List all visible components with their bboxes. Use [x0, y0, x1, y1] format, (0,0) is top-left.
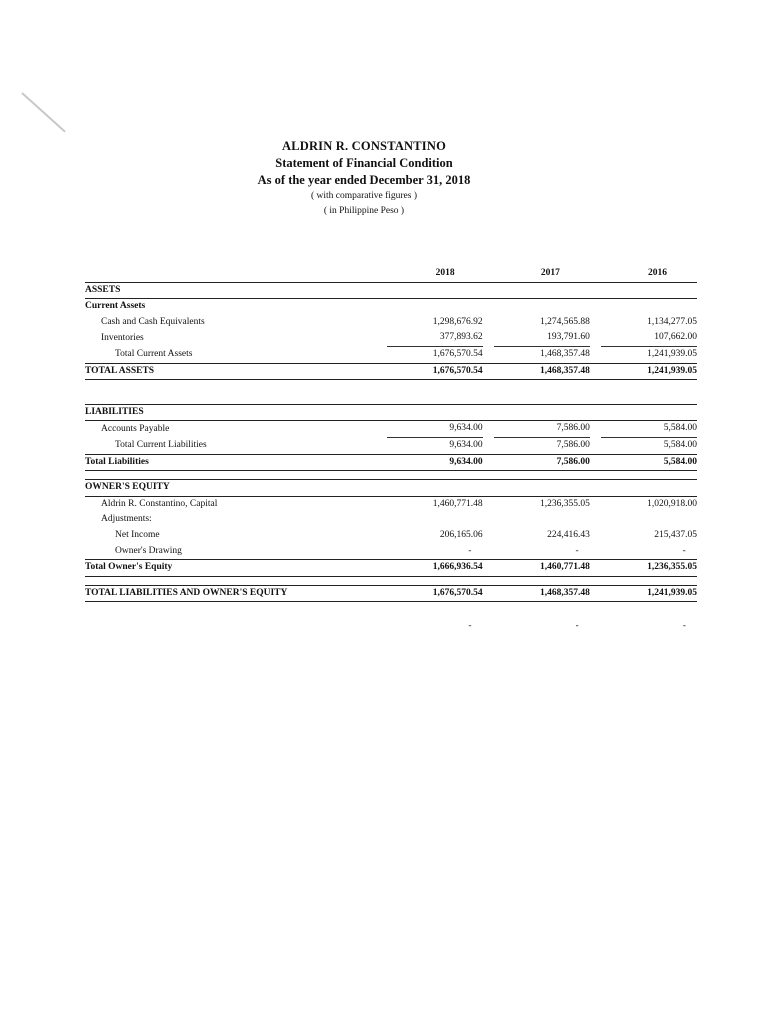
total-liabilities-label: Total Liabilities: [85, 454, 375, 471]
grand-total-row: [85, 585, 697, 602]
current-assets-heading-row: [85, 299, 697, 315]
year-col-2018: 2018: [375, 266, 482, 282]
liabilities-heading: LIABILITIES: [85, 404, 375, 421]
table-row: [85, 347, 697, 363]
total-current-liabilities-label: Total Current Liabilities: [85, 438, 375, 454]
cash-2016: 1,134,277.05: [647, 316, 697, 327]
equity-heading: OWNER'S EQUITY: [85, 480, 375, 497]
year-col-2017: 2017: [483, 266, 590, 282]
net-income-2017: 224,416.43: [547, 529, 590, 540]
check-2018: -: [468, 619, 472, 630]
total-assets-2018: 1,676,570.54: [432, 365, 483, 376]
accounts-payable-2018: 9,634.00: [387, 421, 483, 438]
corner-fold-mark: [21, 92, 65, 132]
total-equity-2016: 1,236,355.05: [647, 562, 697, 573]
capital-2018: 1,460,771.48: [432, 498, 483, 509]
capital-2016: 1,020,918.00: [647, 498, 697, 509]
check-row: [85, 618, 697, 634]
drawing-label: Owner's Drawing: [85, 544, 375, 560]
table-row: [85, 421, 697, 438]
total-assets-label: TOTAL ASSETS: [85, 363, 375, 380]
year-header-row: [85, 266, 697, 282]
drawing-2018: -: [468, 545, 472, 556]
adjustments-label: Adjustments:: [101, 514, 152, 525]
total-liabilities-row: [85, 454, 697, 471]
inventories-label: Inventories: [101, 332, 144, 343]
capital-2017: 1,236,355.05: [539, 498, 590, 509]
grand-total-2016: 1,241,939.05: [647, 587, 697, 598]
total-current-assets-2016: 1,241,939.05: [647, 348, 697, 359]
cash-2017: 1,274,565.88: [539, 316, 590, 327]
current-assets-heading: Current Assets: [85, 301, 146, 312]
comparative-note: ( with comparative figures ): [310, 191, 418, 201]
financial-statement-table: [85, 266, 697, 633]
total-equity-row: [85, 560, 697, 577]
assets-heading: ASSETS: [85, 282, 375, 299]
table-row: [85, 330, 697, 347]
cash-2018: 1,298,676.92: [432, 316, 483, 327]
capital-label: Aldrin R. Constantino, Capital: [101, 498, 218, 509]
check-2017: -: [575, 619, 579, 630]
grand-total-label: TOTAL LIABILITIES AND OWNER'S EQUITY: [85, 585, 375, 602]
table-row: [85, 528, 697, 544]
total-current-liabilities-2016: 5,584.00: [663, 439, 697, 450]
inventories-2016: 107,662.00: [601, 330, 697, 347]
statement-period: As of the year ended December 31, 2018: [257, 173, 471, 187]
total-current-assets-2018: 1,676,570.54: [432, 348, 483, 359]
total-current-assets-label: Total Current Assets: [85, 347, 375, 363]
total-equity-2018: 1,666,936.54: [432, 562, 483, 573]
drawing-2016: -: [682, 545, 686, 556]
company-name: ALDRIN R. CONSTANTINO: [281, 139, 447, 153]
total-current-liabilities-2018: 9,634.00: [449, 439, 483, 450]
total-liabilities-2018: 9,634.00: [449, 456, 483, 467]
total-current-assets-2017: 1,468,357.48: [539, 348, 590, 359]
statement-title: Statement of Financial Condition: [275, 156, 453, 170]
liabilities-heading-row: [85, 404, 697, 421]
equity-heading-row: [85, 480, 697, 497]
check-2016: -: [682, 619, 686, 630]
year-col-2016: 2016: [590, 266, 697, 282]
total-assets-row: [85, 363, 697, 380]
drawing-2017: -: [575, 545, 579, 556]
assets-heading-row: [85, 282, 697, 299]
total-assets-2016: 1,241,939.05: [647, 365, 697, 376]
net-income-2018: 206,165.06: [439, 529, 483, 540]
table-row: [85, 512, 697, 528]
total-liabilities-2016: 5,584.00: [663, 456, 697, 467]
statement-header: [0, 138, 728, 219]
table-row: [85, 496, 697, 512]
table-row: [85, 315, 697, 331]
grand-total-2017: 1,468,357.48: [539, 587, 590, 598]
accounts-payable-2017: 7,586.00: [494, 421, 590, 438]
accounts-payable-label: Accounts Payable: [101, 423, 170, 434]
total-liabilities-2017: 7,586.00: [556, 456, 590, 467]
total-assets-2017: 1,468,357.48: [539, 365, 590, 376]
total-equity-2017: 1,460,771.48: [539, 562, 590, 573]
inventories-2018: 377,893.62: [387, 330, 483, 347]
net-income-label: Net Income: [115, 529, 160, 540]
currency-note: ( in Philippine Peso ): [323, 206, 405, 216]
table-row: [85, 544, 697, 560]
total-equity-label: Total Owner's Equity: [85, 560, 375, 577]
accounts-payable-2016: 5,584.00: [601, 421, 697, 438]
net-income-2016: 215,437.05: [654, 529, 697, 540]
table-row: [85, 438, 697, 454]
grand-total-2018: 1,676,570.54: [432, 587, 483, 598]
inventories-2017: 193,791.60: [494, 330, 590, 347]
cash-label: Cash and Cash Equivalents: [101, 316, 205, 327]
total-current-liabilities-2017: 7,586.00: [556, 439, 590, 450]
